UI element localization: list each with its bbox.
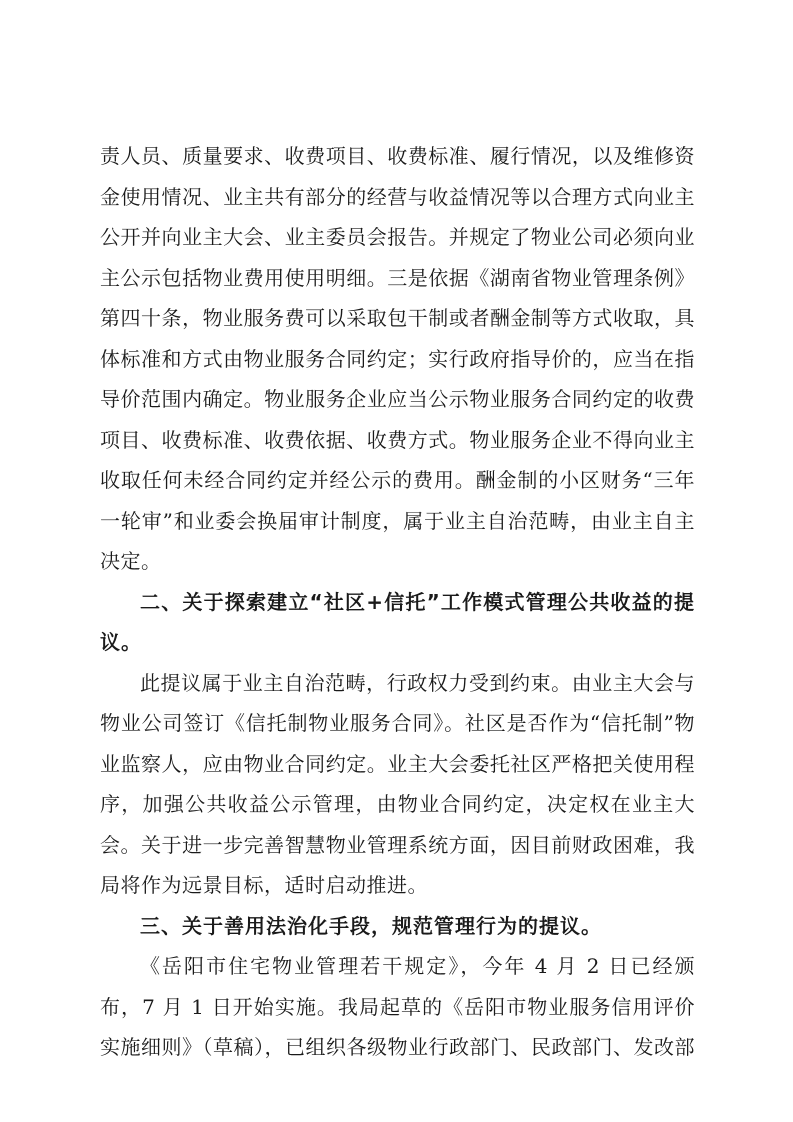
section-heading-2: 二、关于探索建立“社区+信托”工作模式管理公共收益的提议。: [100, 589, 695, 654]
paragraph-body-1: 责人员、质量要求、收费项目、收费标准、履行情况，以及维修资金使用情况、业主共有部分的经营与收益情况等以合理方式向业主公开并向业主大会、业主委员会报告。并规定了物业公司必须向业主公示包括物业费用使用明细。三是依据《湖南省物业管理条例》第四十条，物业服务费可以采取包干制或者酬金制等方式收取，具体标准和方式由物业服务合同约定；实行政府指导价的，应当在指导价范围内确定。物业服务企业应当公示物业服务合同约定的收费项目、收费标准、收费依据、收费方式。物业服务企业不得向业主收取任何未经合同约定并经公示的费用。酬金制的小区财务“三年一轮审”和业委会换届审计制度，属于业主自治范畴，由业主自主决定。: [100, 144, 695, 573]
paragraph-body-2: 此提议属于业主自治范畴，行政权力受到约束。由业主大会与物业公司签订《信托制物业服务合同》。社区是否作为“信托制”物业监察人，应由物业合同约定。业主大会委托社区严格把关使用程序，加强公共收益公示管理，由物业合同约定，决定权在业主大会。关于进一步完善智慧物业管理系统方面，因目前财政困难，我局将作为远景目标，适时启动推进。: [100, 670, 695, 897]
paragraph-body-3: 《岳阳市住宅物业管理若干规定》，今年 4 月 2 日已经颁布，7 月 1 日开始实施。我局起草的《岳阳市物业服务信用评价实施细则》（草稿），已组织各级物业行政部门、民政部门、发改部: [100, 954, 695, 1059]
section-heading-3: 三、关于善用法治化手段，规范管理行为的提议。: [140, 913, 602, 938]
document-page: [100, 136, 695, 1068]
